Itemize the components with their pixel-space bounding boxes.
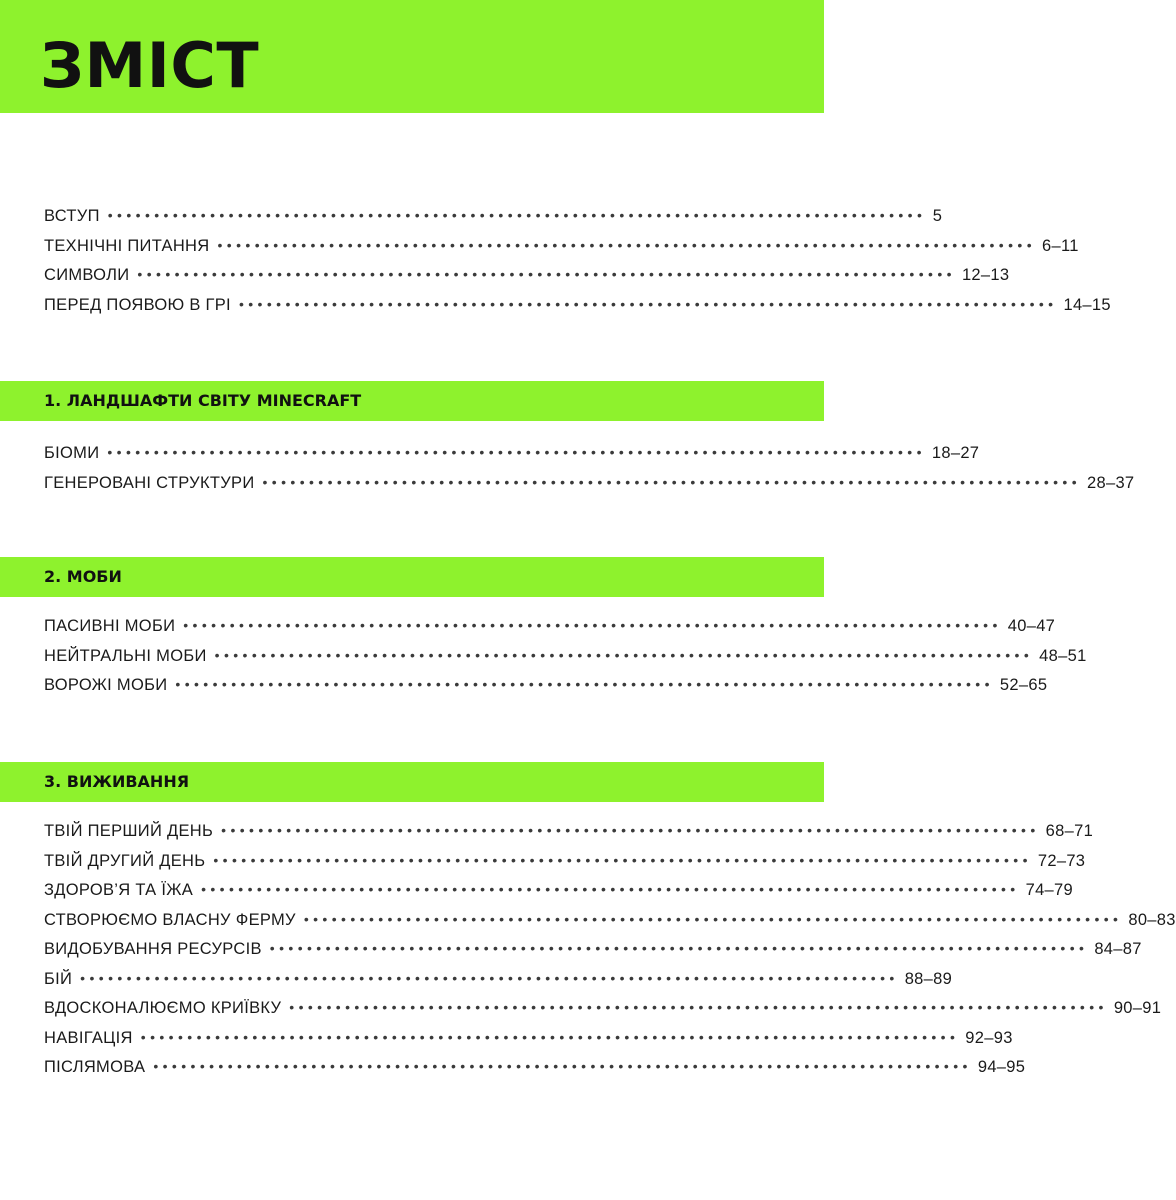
toc-entry-title: ПАСИВНІ МОБИ	[44, 617, 176, 635]
toc-entry-first-day[interactable]	[44, 822, 1094, 852]
intro-entries	[44, 207, 1111, 325]
toc-entry-health-food[interactable]	[44, 881, 1073, 911]
toc-entry-title: ВИДОБУВАННЯ РЕСУРСІВ	[44, 940, 262, 958]
toc-entry-neutral-mobs[interactable]	[44, 646, 1087, 677]
toc-entry-title: БІОМИ	[44, 444, 100, 462]
toc-page-number: 72–73	[1037, 851, 1086, 870]
toc-page-number: 68–71	[1045, 822, 1094, 840]
toc-entry-title: ТВІЙ ДРУГИЙ ДЕНЬ	[44, 851, 206, 870]
toc-entry-title: ВОРОЖІ МОБИ	[44, 676, 168, 694]
toc-page-number: 12–13	[961, 266, 1010, 284]
toc-entry-title: НАВІГАЦІЯ	[44, 1028, 133, 1047]
toc-entry-before-game[interactable]	[44, 295, 1111, 326]
toc-dot-leader: ••••••••••••••••••••••••••••••••••••••••••••••••••••••••••••••••••••••••••••••••••••••••	[214, 646, 1034, 663]
toc-entry-intro[interactable]	[44, 207, 943, 237]
toc-entry-title: ВДОСКОНАЛЮЄМО КРИЇВКУ	[44, 999, 282, 1017]
toc-page-number: 6–11	[1042, 236, 1079, 255]
toc-entry-title: ЗДОРОВ’Я ТА ЇЖА	[44, 881, 194, 899]
toc-entry-title: ТВІЙ ПЕРШИЙ ДЕНЬ	[44, 822, 214, 840]
toc-page-number: 40–47	[1007, 617, 1056, 635]
toc-page-number: 52–65	[999, 676, 1048, 694]
section-title: 2. МОБИ	[44, 567, 122, 586]
toc-dot-leader: ••••••••••••••••••••••••••••••••••••••••••••••••••••••••••••••••••••••••••••••••••••••••	[221, 822, 1040, 838]
toc-dot-leader: ••••••••••••••••••••••••••••••••••••••••••••••••••••••••••••••••••••••••••••••••••••••••	[303, 910, 1123, 927]
toc-entry-hostile-mobs[interactable]	[44, 676, 1048, 706]
toc-entry-title: ПІСЛЯМОВА	[44, 1058, 146, 1076]
toc-entry-title: ТЕХНІЧНІ ПИТАННЯ	[44, 236, 210, 255]
section-entries-landscapes	[44, 444, 1135, 503]
toc-entry-passive-mobs[interactable]	[44, 617, 1056, 647]
toc-entry-symbols[interactable]	[44, 266, 1010, 296]
toc-dot-leader: ••••••••••••••••••••••••••••••••••••••••••••••••••••••••••••••••••••••••••••••••••••••••	[238, 295, 1058, 312]
toc-page-number: 14–15	[1063, 295, 1111, 314]
toc-page-number: 28–37	[1087, 473, 1135, 492]
toc-dot-leader: ••••••••••••••••••••••••••••••••••••••••••••••••••••••••••••••••••••••••••••••••••••••••	[107, 444, 926, 460]
toc-entry-title: ГЕНЕРОВАНІ СТРУКТУРИ	[44, 473, 255, 492]
section-heading-survival	[0, 762, 824, 802]
section-title: 1. ЛАНДШАФТИ СВІТУ MINECRAFT	[44, 391, 362, 410]
toc-entry-biomes[interactable]	[44, 444, 980, 474]
section-title: 3. ВИЖИВАННЯ	[44, 772, 190, 791]
toc-entry-farm[interactable]	[44, 910, 1176, 941]
toc-entry-title: СИМВОЛИ	[44, 266, 130, 284]
toc-dot-leader: ••••••••••••••••••••••••••••••••••••••••••••••••••••••••••••••••••••••••••••••••••••••••	[153, 1058, 972, 1074]
toc-dot-leader: ••••••••••••••••••••••••••••••••••••••••••••••••••••••••••••••••••••••••••••••••••••••••	[107, 207, 927, 223]
toc-page-number: 48–51	[1039, 646, 1087, 665]
toc-dot-leader: ••••••••••••••••••••••••••••••••••••••••••••••••••••••••••••••••••••••••••••••••••••••••	[217, 236, 1037, 253]
toc-page-number: 94–95	[977, 1058, 1026, 1076]
toc-dot-leader: ••••••••••••••••••••••••••••••••••••••••••••••••••••••••••••••••••••••••••••••••••••••••	[80, 969, 899, 986]
toc-entry-mining[interactable]	[44, 940, 1142, 970]
toc-dot-leader: ••••••••••••••••••••••••••••••••••••••••••••••••••••••••••••••••••••••••••••••••••••••••	[213, 851, 1032, 868]
section-heading-mobs	[0, 557, 824, 597]
toc-entry-title: СТВОРЮЄМО ВЛАСНУ ФЕРМУ	[44, 910, 296, 929]
toc-dot-leader: ••••••••••••••••••••••••••••••••••••••••••••••••••••••••••••••••••••••••••••••••••••••••	[262, 473, 1082, 490]
toc-page-number: 74–79	[1025, 881, 1073, 899]
toc-dot-leader: ••••••••••••••••••••••••••••••••••••••••••••••••••••••••••••••••••••••••••••••••••••••••	[137, 266, 956, 282]
page-title: ЗМІСТ	[40, 29, 260, 102]
toc-entry-second-day[interactable]	[44, 851, 1086, 882]
toc-dot-leader: ••••••••••••••••••••••••••••••••••••••••••••••••••••••••••••••••••••••••••••••••••••••••	[175, 676, 994, 692]
toc-page-number: 5	[932, 207, 943, 225]
toc-entry-technical[interactable]	[44, 236, 1079, 267]
toc-page-number: 84–87	[1094, 940, 1142, 958]
toc-page-number: 90–91	[1113, 999, 1162, 1017]
toc-dot-leader: ••••••••••••••••••••••••••••••••••••••••••••••••••••••••••••••••••••••••••••••••••••••••	[201, 881, 1020, 897]
toc-entry-shelter[interactable]	[44, 999, 1162, 1029]
toc-dot-leader: ••••••••••••••••••••••••••••••••••••••••••••••••••••••••••••••••••••••••••••••••••••••••	[289, 999, 1108, 1015]
toc-page-number: 80–83	[1128, 910, 1176, 929]
section-entries-mobs	[44, 617, 1087, 706]
toc-dot-leader: ••••••••••••••••••••••••••••••••••••••••••••••••••••••••••••••••••••••••••••••••••••••••	[183, 617, 1002, 633]
section-heading-landscapes	[0, 381, 824, 421]
toc-page-number: 88–89	[904, 969, 953, 988]
toc-entry-combat[interactable]	[44, 969, 953, 1000]
toc-entry-navigation[interactable]	[44, 1028, 1013, 1059]
toc-dot-leader: ••••••••••••••••••••••••••••••••••••••••••••••••••••••••••••••••••••••••••••••••••••••••	[269, 940, 1089, 956]
toc-page-number: 92–93	[965, 1028, 1013, 1047]
toc-entry-title: БІЙ	[44, 969, 73, 988]
toc-entry-title: ПЕРЕД ПОЯВОЮ В ГРІ	[44, 295, 231, 314]
toc-entry-afterword[interactable]	[44, 1058, 1026, 1088]
toc-entry-title: НЕЙТРАЛЬНІ МОБИ	[44, 646, 207, 665]
toc-dot-leader: ••••••••••••••••••••••••••••••••••••••••••••••••••••••••••••••••••••••••••••••••••••••••	[140, 1028, 960, 1045]
toc-entry-structures[interactable]	[44, 473, 1135, 504]
section-entries-survival	[44, 822, 1176, 1088]
toc-page-number: 18–27	[931, 444, 980, 462]
toc-entry-title: ВСТУП	[44, 207, 100, 225]
